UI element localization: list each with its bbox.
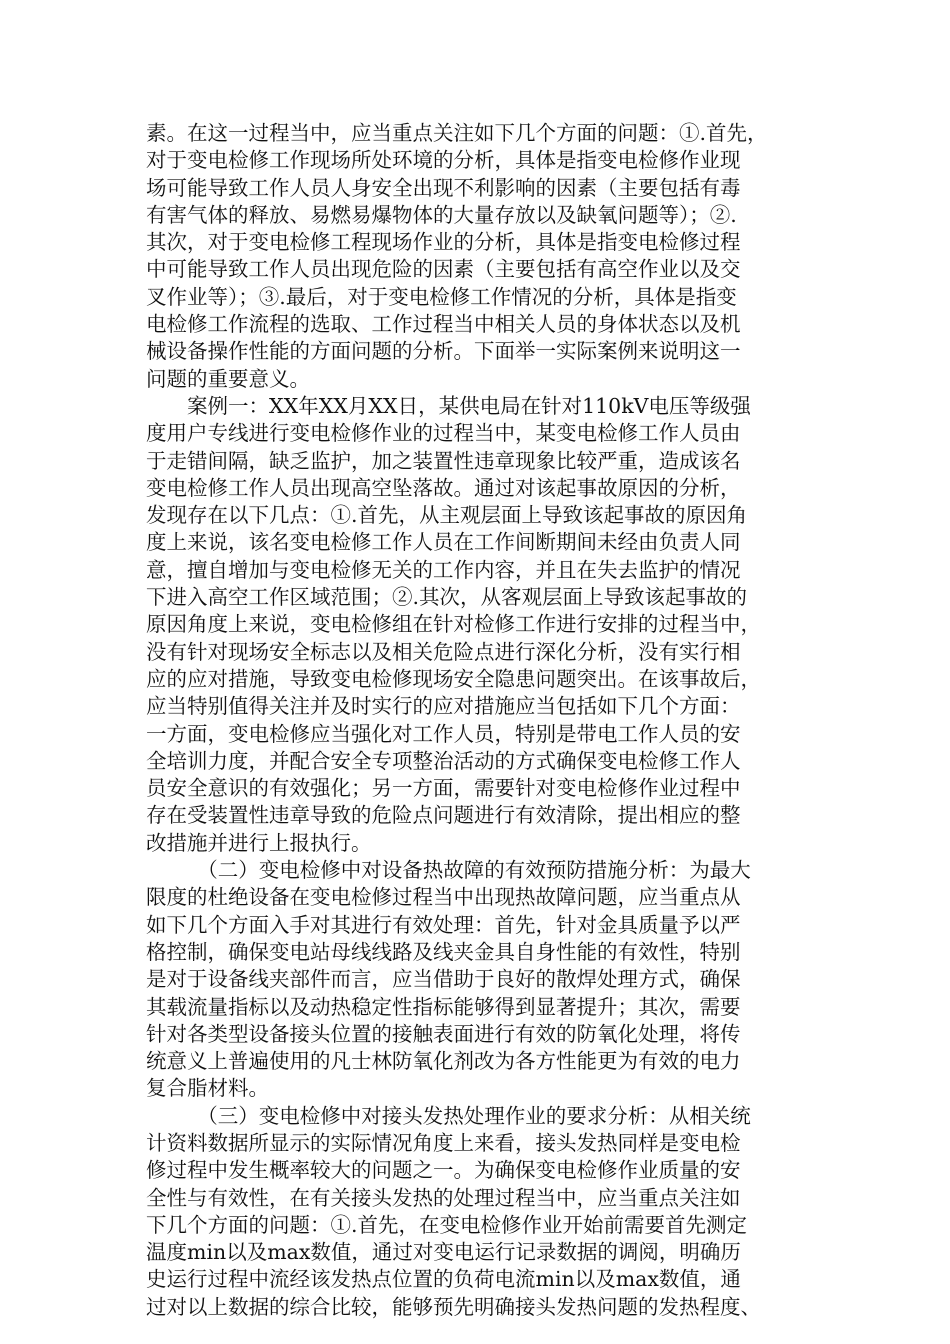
- text-line: 改措施并进行上报执行。: [146, 830, 372, 855]
- text-line: 于走错间隔，缺乏监护，加之装置性违章现象比较严重，造成该名: [146, 448, 741, 473]
- text-line: 发现存在以下几点：①.首先，从主观层面上导致该起事故的原因角: [146, 503, 748, 528]
- text-line: 统意义上普遍使用的凡士林防氧化剂改为各方性能更为有效的电力: [146, 1049, 741, 1074]
- text-line: 场可能导致工作人员人身安全出现不利影响的因素（主要包括有毒: [146, 175, 741, 200]
- text-line: 案例一：XX年XX月XX日，某供电局在针对110kV电压等级强: [146, 393, 751, 418]
- text-line: 素。在这一过程当中，应当重点关注如下几个方面的问题：①.首先，: [146, 121, 768, 145]
- text-line: 温度min以及max数值，通过对变电运行记录数据的调阅，明确历: [146, 1240, 741, 1265]
- text-line: 修过程中发生概率较大的问题之一。为确保变电检修作业质量的安: [146, 1158, 741, 1183]
- text-line: 对于变电检修工作现场所处环境的分析，具体是指变电检修作业现: [146, 148, 741, 173]
- text-line: 电检修工作流程的选取、工作过程当中相关人员的身体状态以及机: [146, 312, 741, 337]
- text-line: 中可能导致工作人员出现危险的因素（主要包括有高空作业以及交: [146, 257, 741, 282]
- text-line: 有害气体的释放、易燃易爆物体的大量存放以及缺氧问题等）；②.: [146, 202, 737, 227]
- text-line: （二）变电检修中对设备热故障的有效预防措施分析：为最大: [146, 858, 751, 883]
- text-line: 意，擅自增加与变电检修无关的工作内容，并且在失去监护的情况: [146, 557, 741, 582]
- text-line: 械设备操作性能的方面问题的分析。下面举一实际案例来说明这一: [146, 339, 741, 364]
- text-line: 应的应对措施，导致变电检修现场安全隐患问题突出。在该事故后，: [146, 666, 761, 691]
- text-line: 限度的杜绝设备在变电检修过程当中出现热故障问题，应当重点从: [146, 885, 741, 910]
- text-line: 下几个方面的问题：①.首先，在变电检修作业开始前需要首先测定: [146, 1212, 748, 1237]
- text-line: 其载流量指标以及动热稳定性指标能够得到显著提升；其次，需要: [146, 994, 741, 1019]
- text-line: 其次，对于变电检修工程现场作业的分析，具体是指变电检修过程: [146, 230, 741, 255]
- text-line: 针对各类型设备接头位置的接触表面进行有效的防氧化处理，将传: [146, 1021, 741, 1046]
- text-line: 变电检修工作人员出现高空坠落故。通过对该起事故原因的分析，: [146, 475, 741, 500]
- text-line: 复合脂材料。: [146, 1076, 269, 1101]
- text-line: 全性与有效性，在有关接头发热的处理过程当中，应当重点关注如: [146, 1185, 741, 1210]
- text-line: 是对于设备线夹部件而言，应当借助于良好的散焊处理方式，确保: [146, 967, 741, 992]
- text-line: 叉作业等）；③.最后，对于变电检修工作情况的分析，具体是指变: [146, 284, 737, 309]
- text-line: 格控制，确保变电站母线线路及线夹金具自身性能的有效性，特别: [146, 939, 741, 964]
- text-line: 度上来说，该名变电检修工作人员在工作间断期间未经由负责人同: [146, 530, 741, 555]
- text-line: 过对以上数据的综合比较，能够预先明确接头发热问题的发热程度、: [146, 1294, 761, 1319]
- text-line: 员安全意识的有效强化；另一方面，需要针对变电检修作业过程中: [146, 776, 741, 801]
- text-line: 度用户专线进行变电检修作业的过程当中，某变电检修工作人员由: [146, 421, 741, 446]
- text-line: （三）变电检修中对接头发热处理作业的要求分析：从相关统: [146, 1103, 751, 1128]
- text-line: 下进入高空工作区域范围；②.其次，从客观层面上导致该起事故的: [146, 585, 748, 610]
- text-line: 全培训力度，并配合安全专项整治活动的方式确保变电检修工作人: [146, 748, 741, 773]
- document-body: [146, 120, 818, 1321]
- text-line: 计资料数据所显示的实际情况角度上来看，接头发热同样是变电检: [146, 1130, 741, 1155]
- text-line: 原因角度上来说，变电检修组在针对检修工作进行安排的过程当中，: [146, 612, 761, 637]
- text-line: 存在受装置性违章导致的危险点问题进行有效清除，提出相应的整: [146, 803, 741, 828]
- text-line: 一方面，变电检修应当强化对工作人员，特别是带电工作人员的安: [146, 721, 741, 746]
- text-line: 如下几个方面入手对其进行有效处理：首先，针对金具质量予以严: [146, 912, 741, 937]
- text-line: 史运行过程中流经该发热点位置的负荷电流min以及max数值，通: [146, 1267, 741, 1292]
- text-line: 问题的重要意义。: [146, 366, 310, 391]
- text-line: 应当特别值得关注并及时实行的应对措施应当包括如下几个方面：: [146, 694, 741, 719]
- text-line: 没有针对现场安全标志以及相关危险点进行深化分析，没有实行相: [146, 639, 741, 664]
